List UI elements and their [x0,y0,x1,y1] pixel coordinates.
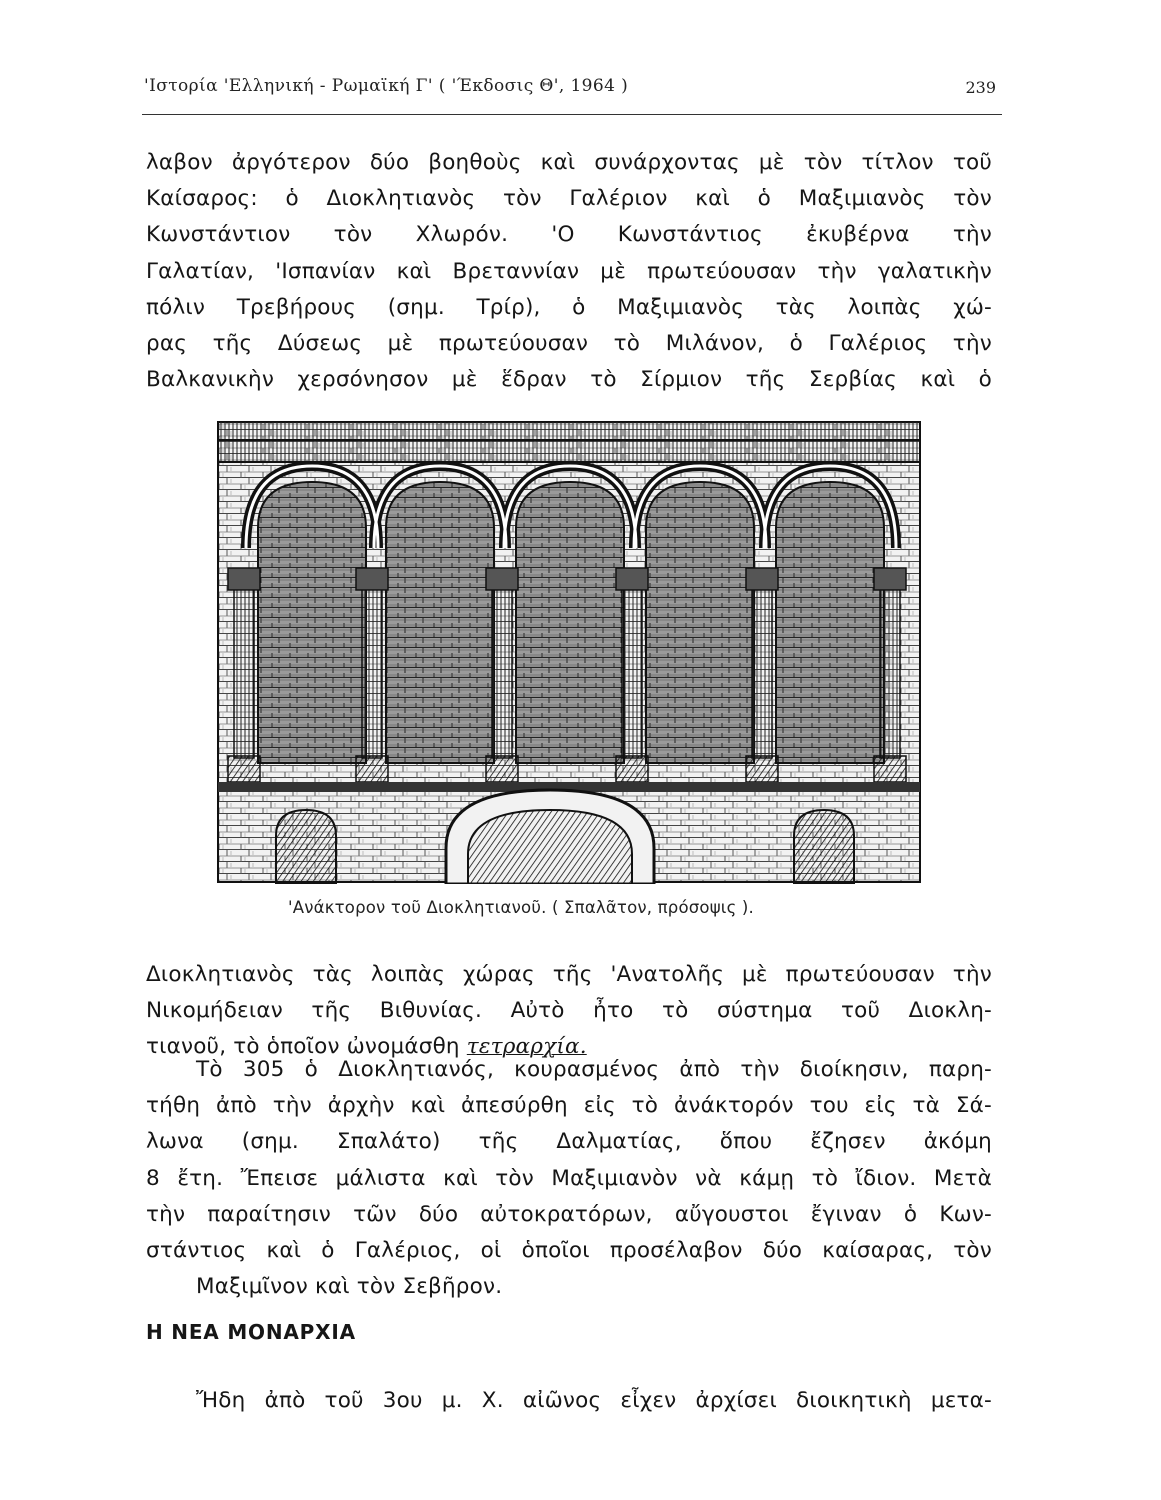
p3-line-6: στάντιος καὶ ὁ Γαλέριος, οἱ ὁποῖοι προσέλαβον δύο καίσαρας, τὸν [146,1238,992,1264]
p1-line-5: πόλιν Τρεβήρους (σημ. Τρίρ), ὁ Μαξιμιανὸς τὰς λοιπὰς χώ- [146,294,992,320]
paragraph-3 [146,1052,992,1305]
p3-line-4: 8 ἔτη. Ἔπεισε μάλιστα καὶ τὸν Μαξιμιανὸν νὰ κάμῃ τὸ ἴδιον. Μετὰ [146,1165,992,1191]
running-title: 'Ιστορία 'Ελληνική - Ρωμαϊκή Γ' ( 'Έκδοσις Θ', 1964 ) [144,76,629,96]
engraving-illustration [216,418,922,884]
p2-line-3-start: τιανοῦ, τὸ ὁποῖον ὠνομάσθη [146,1034,467,1060]
p1-line-2: Καίσαρος: ὁ Διοκλητιανὸς τὸν Γαλέριον καὶ ὁ Μαξιμιανὸς τὸν [146,186,992,212]
p1-line-7: Βαλκανικὴν χερσόνησον μὲ ἕδραν τὸ Σίρμιον τῆς Σερβίας καὶ ὁ [146,367,992,393]
p2-line-2: Νικομήδειαν τῆς Βιθυνίας. Αὐτὸ ἦτο τὸ σύστημα τοῦ Διοκλη- [146,998,992,1024]
paragraph-2 [146,957,992,1066]
p3-line-2: τήθη ἀπὸ τὴν ἀρχὴν καὶ ἀπεσύρθη εἰς τὸ ἀνάκτορόν του εἰς τὰ Σά- [146,1093,992,1119]
paragraph-4 [146,1383,992,1419]
p3-line-5: τὴν παραίτησιν τῶν δύο αὐτοκρατόρων, αὔγουστοι ἔγιναν ὁ Κων- [146,1201,992,1227]
p3-line-1: Τὸ 305 ὁ Διοκλητιανός, κουρασμένος ἀπὸ τὴν διοίκησιν, παρη- [196,1057,992,1082]
tetrarchy-term: τετραρχία. [466,1034,587,1060]
p3-line-3: λωνα (σημ. Σπαλάτο) τῆς Δαλματίας, ὅπου ἔζησεν ἀκόμη [146,1129,992,1155]
figure-caption: 'Ανάκτορον τοῦ Διοκλητιανοῦ. ( Σπαλᾶτον, πρόσοψις ). [288,898,755,917]
p1-line-4: Γαλατίαν, 'Ισπανίαν καὶ Βρεταννίαν μὲ πρωτεύουσαν τὴν γαλατικὴν [146,258,992,284]
p1-line-1: λαβον ἀργότερον δύο βοηθοὺς καὶ συνάρχοντας μὲ τὸν τίτλον τοῦ [146,150,992,175]
p1-line-6: ρας τῆς Δύσεως μὲ πρωτεύουσαν τὸ Μιλάνον, ὁ Γαλέριος τὴν [146,331,992,357]
running-header [142,70,1002,115]
palace-engraving [216,418,922,884]
section-heading: Η ΝΕΑ ΜΟΝΑΡΧΙΑ [146,1320,356,1344]
p1-line-3: Κωνστάντιον τὸν Χλωρόν. 'Ο Κωνστάντιος ἐκυβέρνα τὴν [146,222,992,248]
p3-line-7: Μαξιμῖνον καὶ τὸν Σεβῆρον. [196,1274,503,1300]
paragraph-1 [146,145,992,398]
p2-line-1: Διοκλητιανὸς τὰς λοιπὰς χώρας τῆς 'Ανατολῆς μὲ πρωτεύουσαν τὴν [146,962,992,987]
p4-line-1: Ἤδη ἀπὸ τοῦ 3ου μ. Χ. αἰῶνος εἶχεν ἀρχίσει διοικητικὴ μετα- [196,1388,992,1413]
page-number: 239 [965,78,996,97]
